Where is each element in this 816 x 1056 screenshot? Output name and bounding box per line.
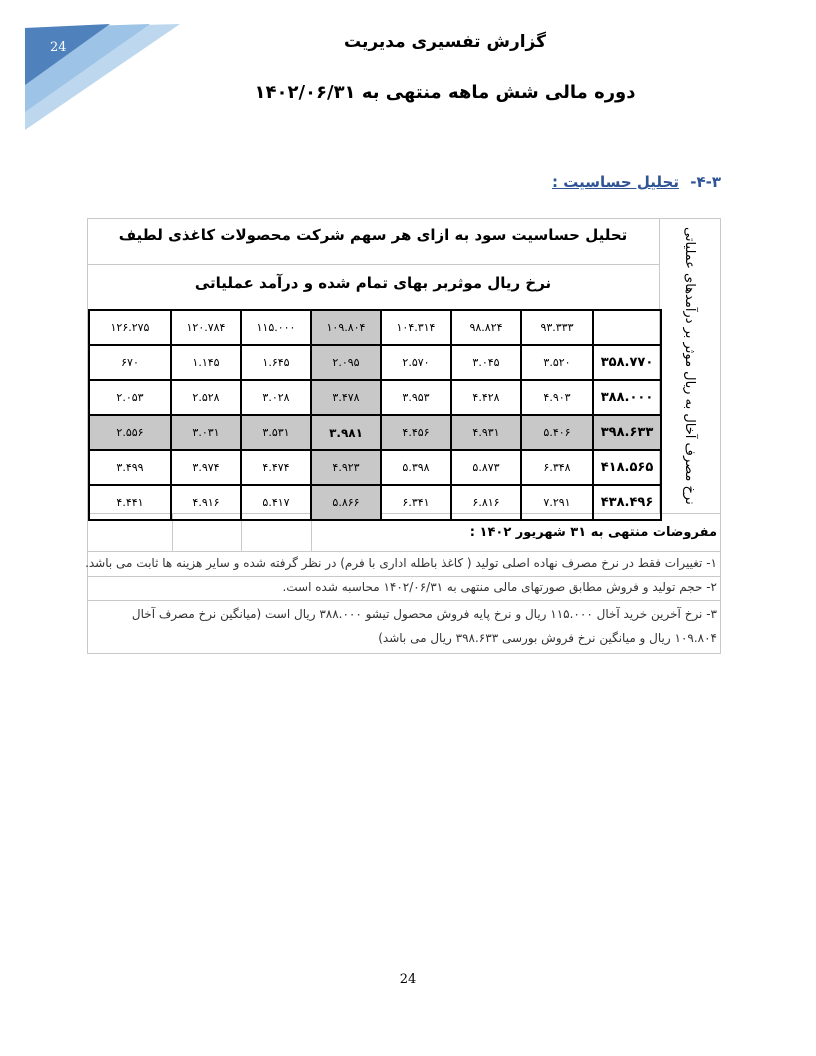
column-header: ۱۰۹.۸۰۴ <box>311 310 381 345</box>
table-cell: ۲.۰۵۳ <box>89 380 171 415</box>
table-cell: ۳.۰۲۸ <box>241 380 311 415</box>
table-cell: ۳.۰۴۵ <box>451 345 521 380</box>
table-cell: ۳.۴۷۸ <box>311 380 381 415</box>
table-cell: ۴.۹۰۳ <box>521 380 593 415</box>
table-row-highlighted <box>89 415 661 450</box>
column-header: ۹۸.۸۲۴ <box>451 310 521 345</box>
table-title: تحلیل حساسیت سود به ازای هر سهم شرکت محصولات کاغذی لطیف <box>118 226 628 244</box>
row-axis-label: نرخ مصرف آخال به ریال موثر بر درآمدهای عملیاتی <box>682 227 697 505</box>
assumption-note: ۱- تغییرات فقط در نرخ مصرف نهاده اصلی تولید ( کاغذ باطله اداری با فرم) در نظر گرفته شده و سایر هزینه ها ثابت می باشد. <box>85 556 717 570</box>
table-cell: ۶.۳۴۱ <box>381 485 451 520</box>
table-cell: ۲.۵۲۸ <box>171 380 241 415</box>
page-number: 24 <box>399 972 417 987</box>
table-cell-base: ۳.۹۸۱ <box>311 415 381 450</box>
table-cell: ۶.۸۱۶ <box>451 485 521 520</box>
table-subtitle: نرخ ریال موثربر بهای تمام شده و درآمد عملیاتی <box>194 274 552 292</box>
section-title: تحلیل حساسیت : <box>552 173 679 191</box>
frame-divider <box>88 264 659 265</box>
table-cell: ۴.۴۲۸ <box>451 380 521 415</box>
row-header: ۳۹۸.۶۳۳ <box>593 415 661 450</box>
frame-divider <box>88 576 720 577</box>
column-header: ۱۱۵.۰۰۰ <box>241 310 311 345</box>
table-cell: ۵.۳۹۸ <box>381 450 451 485</box>
corner-decoration <box>0 0 200 140</box>
frame-divider <box>88 551 720 552</box>
table-cell: ۷.۲۹۱ <box>521 485 593 520</box>
section-heading <box>552 173 721 191</box>
table-cell: ۴.۴۵۶ <box>381 415 451 450</box>
table-cell: ۳.۹۵۳ <box>381 380 451 415</box>
section-number: ۴-۳- <box>690 173 721 191</box>
assumption-note: ۱۰۹.۸۰۴ ریال و میانگین نرخ فروش بورسی ۳۹۸.۶۳۳ ریال می باشد) <box>378 631 717 645</box>
table-cell: ۴.۴۴۱ <box>89 485 171 520</box>
table-cell: ۳.۵۳۱ <box>241 415 311 450</box>
table-cell: ۵.۴۰۶ <box>521 415 593 450</box>
row-header: ۴۳۸.۴۹۶ <box>593 485 661 520</box>
table-cell: ۵.۸۷۳ <box>451 450 521 485</box>
table-cell: ۳.۰۳۱ <box>171 415 241 450</box>
table-cell: ۳.۹۷۴ <box>171 450 241 485</box>
table-cell: ۴.۹۲۳ <box>311 450 381 485</box>
report-title: گزارش تفسیری مدیریت <box>343 32 547 52</box>
table-header-row <box>89 310 661 345</box>
table-row <box>89 380 661 415</box>
table-row <box>89 485 661 520</box>
table-cell: ۴.۹۱۶ <box>171 485 241 520</box>
table-cell: ۴.۹۳۱ <box>451 415 521 450</box>
table-cell: ۴.۴۷۴ <box>241 450 311 485</box>
column-header: ۱۲۶.۲۷۵ <box>89 310 171 345</box>
table-cell: ۱.۶۴۵ <box>241 345 311 380</box>
row-header: ۳۵۸.۷۷۰ <box>593 345 661 380</box>
table-row <box>89 345 661 380</box>
table-cell: ۵.۸۶۶ <box>311 485 381 520</box>
table-cell: ۳.۴۹۹ <box>89 450 171 485</box>
table-cell: ۵.۴۱۷ <box>241 485 311 520</box>
table-cell: ۶۷۰ <box>89 345 171 380</box>
sensitivity-table <box>88 309 662 521</box>
table-row <box>89 450 661 485</box>
row-header: ۴۱۸.۵۶۵ <box>593 450 661 485</box>
assumption-note: ۲- حجم تولید و فروش مطابق صورتهای مالی منتهی به ۱۴۰۲/۰۶/۳۱ محاسبه شده است. <box>282 580 717 594</box>
corner-cell <box>593 310 661 345</box>
row-header: ۳۸۸.۰۰۰ <box>593 380 661 415</box>
assumption-note: ۳- نرخ آخرین خرید آخال ۱۱۵.۰۰۰ ریال و نرخ پایه فروش محصول تیشو ۳۸۸.۰۰۰ ریال است (میانگین نرخ مصرف آخال <box>131 607 717 621</box>
assumptions-heading: مفروضات منتهی به ۳۱ شهریور ۱۴۰۲ : <box>469 525 717 540</box>
table-cell: ۶.۳۴۸ <box>521 450 593 485</box>
table-cell: ۱.۱۴۵ <box>171 345 241 380</box>
table-cell: ۳.۵۲۰ <box>521 345 593 380</box>
column-header: ۹۳.۳۳۳ <box>521 310 593 345</box>
table-cell: ۲.۵۵۶ <box>89 415 171 450</box>
report-period: دوره مالی شش ماهه منتهی به ۱۴۰۲/۰۶/۳۱ <box>254 82 636 103</box>
table-cell: ۲.۵۷۰ <box>381 345 451 380</box>
column-header: ۱۲۰.۷۸۴ <box>171 310 241 345</box>
frame-divider <box>88 600 720 601</box>
column-header: ۱۰۴.۳۱۴ <box>381 310 451 345</box>
table-cell: ۲.۰۹۵ <box>311 345 381 380</box>
corner-page-number: 24 <box>50 40 67 55</box>
